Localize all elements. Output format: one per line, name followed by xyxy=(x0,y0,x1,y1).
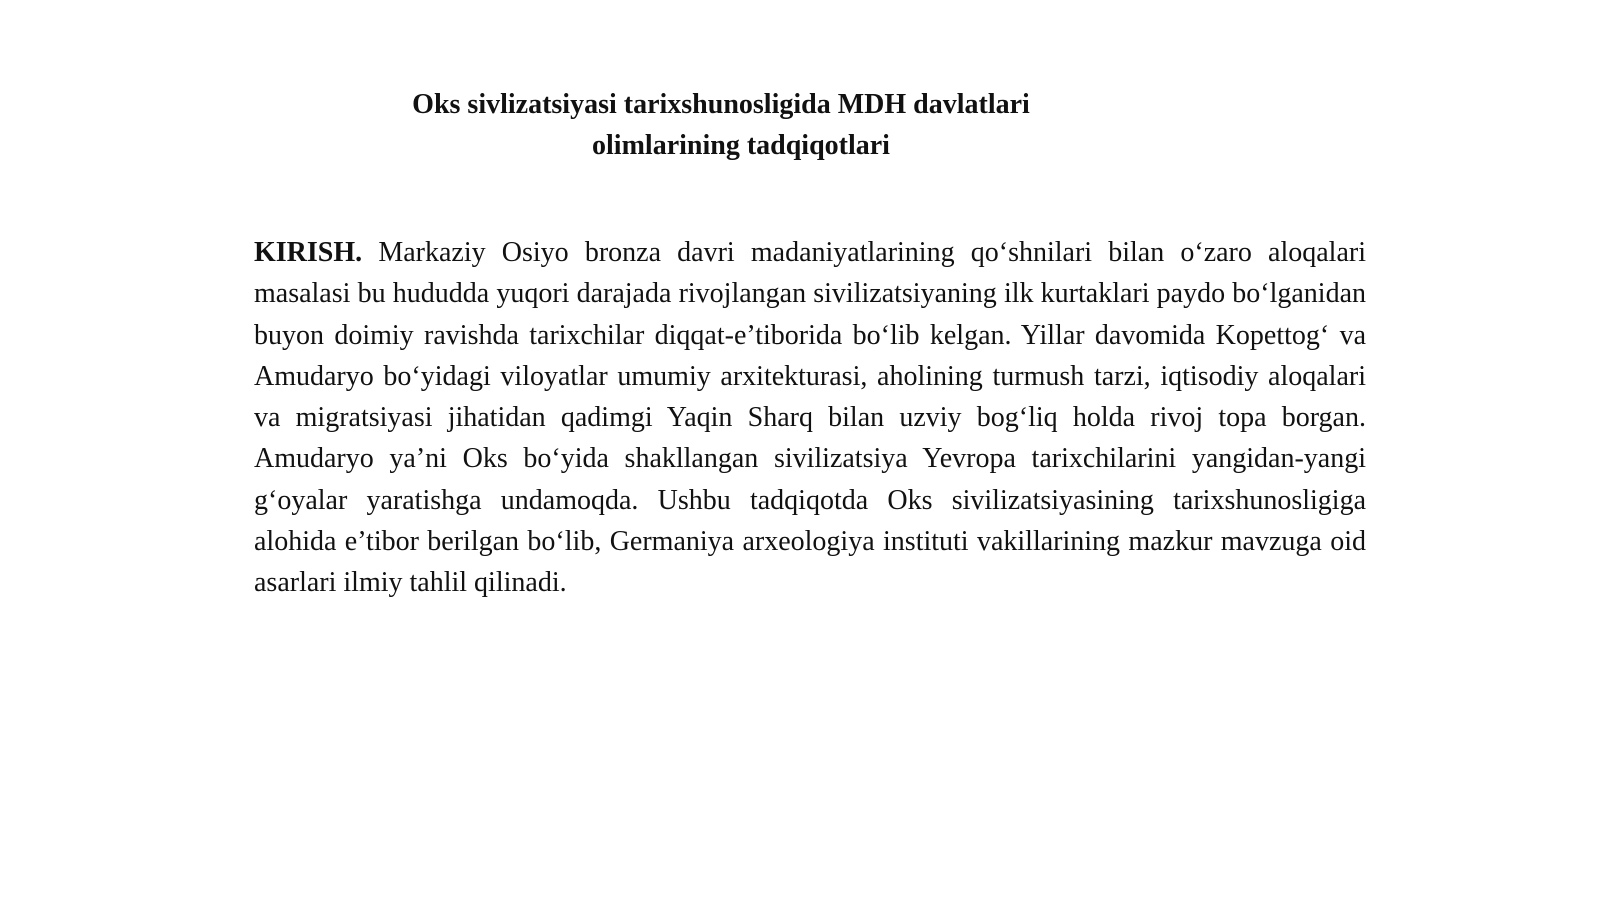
title-line-1: Oks sivlizatsiyasi tarixshunosligida MDH davlatlari xyxy=(412,89,1030,120)
title-line-2: olimlarining tadqiqotlari xyxy=(592,130,890,161)
document-title xyxy=(396,84,1046,166)
intro-label: KIRISH. xyxy=(254,237,363,268)
intro-text: Markaziy Osiyo bronza davri madaniyatlarining qo‘shnilari bilan o‘zaro aloqalari masalasi bu hududda yuqori darajada rivojlangan sivilizatsiyaning ilk kurtaklari paydo bo‘lganidan buyon doimiy ravishda tarixchilar diqqat-e’tiborida bo‘lib kelgan. Yillar davomida Kopettog‘ va Amudaryo bo‘yidagi viloyatlar umumiy arxitekturasi, aholining turmush tarzi, iqtisodiy aloqalari va migratsiyasi jihatidan qadimgi Yaqin Sharq bilan uzviy bog‘liq holda rivoj topa borgan. Amudaryo ya’ni Oks bo‘yida shakllangan sivilizatsiya Yevropa tarixchilarini yangidan-yangi g‘oyalar yaratishga undamoqda. Ushbu tadqiqotda Oks sivilizatsiyasining tarixshunosligiga alohida e’tibor berilgan bo‘lib, Germaniya arxeologiya instituti vakillarining mazkur mavzuga oid asarlari ilmiy tahlil qilinadi. xyxy=(254,237,1366,599)
intro-paragraph xyxy=(254,232,1366,604)
